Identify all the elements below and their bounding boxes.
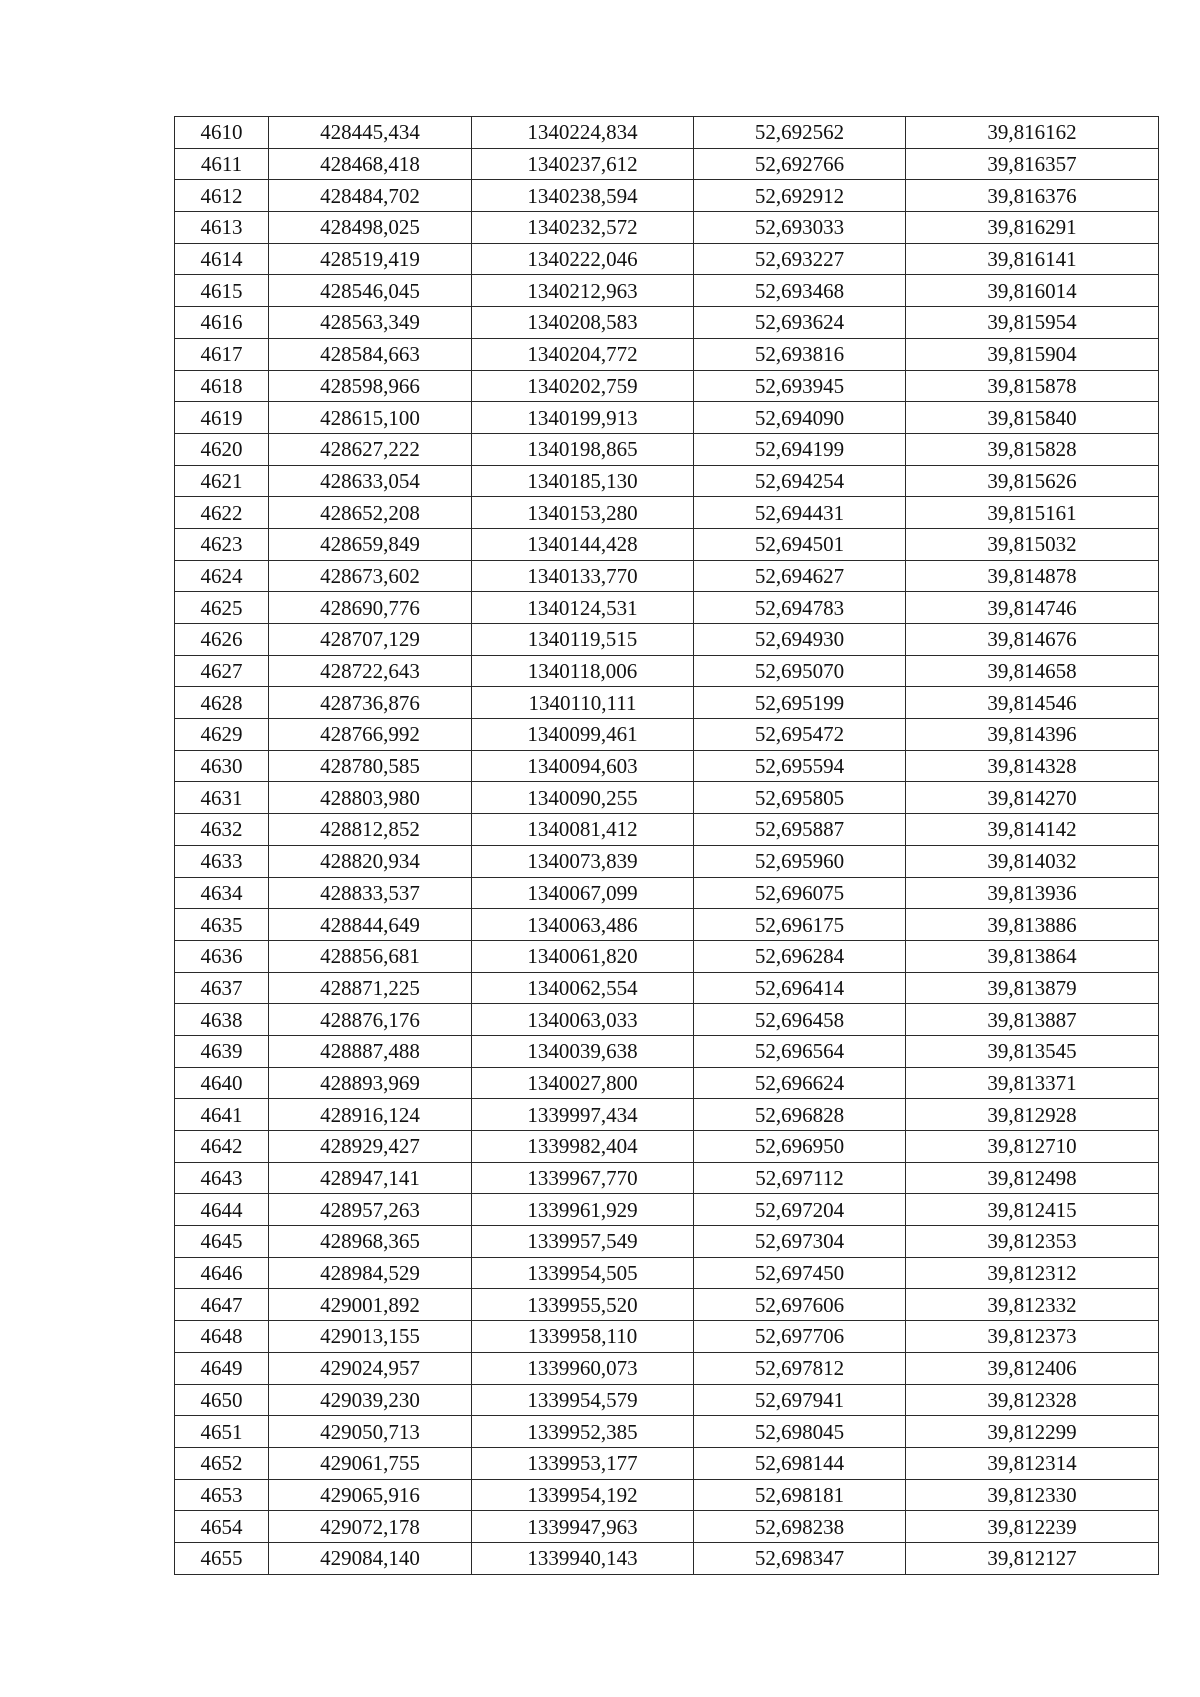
y-coordinate-cell: 1340094,603 [472,750,694,782]
longitude-cell: 39,816357 [906,148,1159,180]
longitude-cell: 39,815828 [906,433,1159,465]
y-coordinate-cell: 1340062,554 [472,972,694,1004]
x-coordinate-cell: 428876,176 [269,1004,472,1036]
x-coordinate-cell: 428498,025 [269,212,472,244]
latitude-cell: 52,697812 [694,1352,906,1384]
x-coordinate-cell: 428766,992 [269,719,472,751]
y-coordinate-cell: 1340212,963 [472,275,694,307]
latitude-cell: 52,698347 [694,1542,906,1574]
y-coordinate-cell: 1340090,255 [472,782,694,814]
x-coordinate-cell: 428659,849 [269,528,472,560]
table-row [175,1067,1159,1099]
y-coordinate-cell: 1340199,913 [472,402,694,434]
y-coordinate-cell: 1340222,046 [472,243,694,275]
x-coordinate-cell: 428652,208 [269,497,472,529]
y-coordinate-cell: 1339997,434 [472,1099,694,1131]
longitude-cell: 39,812406 [906,1352,1159,1384]
y-coordinate-cell: 1340208,583 [472,307,694,339]
x-coordinate-cell: 428584,663 [269,338,472,370]
latitude-cell: 52,698144 [694,1447,906,1479]
x-coordinate-cell: 428968,365 [269,1226,472,1258]
longitude-cell: 39,813864 [906,940,1159,972]
table-row [175,560,1159,592]
latitude-cell: 52,697706 [694,1321,906,1353]
point-number-cell: 4615 [175,275,269,307]
y-coordinate-cell: 1340081,412 [472,814,694,846]
point-number-cell: 4640 [175,1067,269,1099]
x-coordinate-cell: 428598,966 [269,370,472,402]
latitude-cell: 52,694930 [694,624,906,656]
latitude-cell: 52,696075 [694,877,906,909]
latitude-cell: 52,694431 [694,497,906,529]
point-number-cell: 4642 [175,1131,269,1163]
x-coordinate-cell: 428707,129 [269,624,472,656]
longitude-cell: 39,813936 [906,877,1159,909]
longitude-cell: 39,815626 [906,465,1159,497]
longitude-cell: 39,816376 [906,180,1159,212]
x-coordinate-cell: 428546,045 [269,275,472,307]
longitude-cell: 39,812299 [906,1416,1159,1448]
table-row [175,1289,1159,1321]
y-coordinate-cell: 1339960,073 [472,1352,694,1384]
y-coordinate-cell: 1339954,505 [472,1257,694,1289]
table-row [175,972,1159,1004]
table-row [175,307,1159,339]
y-coordinate-cell: 1340061,820 [472,940,694,972]
y-coordinate-cell: 1339958,110 [472,1321,694,1353]
y-coordinate-cell: 1340110,111 [472,687,694,719]
latitude-cell: 52,697606 [694,1289,906,1321]
point-number-cell: 4635 [175,909,269,941]
longitude-cell: 39,813371 [906,1067,1159,1099]
x-coordinate-cell: 428929,427 [269,1131,472,1163]
latitude-cell: 52,692766 [694,148,906,180]
table-row [175,243,1159,275]
latitude-cell: 52,695199 [694,687,906,719]
latitude-cell: 52,692562 [694,117,906,149]
y-coordinate-cell: 1339954,192 [472,1479,694,1511]
longitude-cell: 39,813879 [906,972,1159,1004]
table-row [175,1226,1159,1258]
x-coordinate-cell: 429039,230 [269,1384,472,1416]
table-row [175,592,1159,624]
longitude-cell: 39,814142 [906,814,1159,846]
x-coordinate-cell: 428812,852 [269,814,472,846]
latitude-cell: 52,693816 [694,338,906,370]
x-coordinate-cell: 428445,434 [269,117,472,149]
point-number-cell: 4654 [175,1511,269,1543]
longitude-cell: 39,814878 [906,560,1159,592]
table-row [175,624,1159,656]
point-number-cell: 4627 [175,655,269,687]
latitude-cell: 52,697112 [694,1162,906,1194]
point-number-cell: 4624 [175,560,269,592]
longitude-cell: 39,812353 [906,1226,1159,1258]
table-row [175,814,1159,846]
y-coordinate-cell: 1340224,834 [472,117,694,149]
x-coordinate-cell: 428947,141 [269,1162,472,1194]
y-coordinate-cell: 1339952,385 [472,1416,694,1448]
y-coordinate-cell: 1339957,549 [472,1226,694,1258]
table-row [175,1447,1159,1479]
y-coordinate-cell: 1340232,572 [472,212,694,244]
y-coordinate-cell: 1340063,033 [472,1004,694,1036]
table-row [175,1542,1159,1574]
table-row [175,1511,1159,1543]
y-coordinate-cell: 1340133,770 [472,560,694,592]
table-row [175,1004,1159,1036]
longitude-cell: 39,812127 [906,1542,1159,1574]
longitude-cell: 39,814396 [906,719,1159,751]
x-coordinate-cell: 428690,776 [269,592,472,624]
latitude-cell: 52,694199 [694,433,906,465]
table-row [175,117,1159,149]
point-number-cell: 4636 [175,940,269,972]
y-coordinate-cell: 1340119,515 [472,624,694,656]
y-coordinate-cell: 1339982,404 [472,1131,694,1163]
x-coordinate-cell: 428887,488 [269,1035,472,1067]
latitude-cell: 52,698045 [694,1416,906,1448]
x-coordinate-cell: 428803,980 [269,782,472,814]
point-number-cell: 4628 [175,687,269,719]
x-coordinate-cell: 429024,957 [269,1352,472,1384]
x-coordinate-cell: 428833,537 [269,877,472,909]
point-number-cell: 4650 [175,1384,269,1416]
latitude-cell: 52,694501 [694,528,906,560]
y-coordinate-cell: 1340124,531 [472,592,694,624]
table-row [175,465,1159,497]
table-row [175,687,1159,719]
latitude-cell: 52,695594 [694,750,906,782]
latitude-cell: 52,693033 [694,212,906,244]
table-row [175,275,1159,307]
longitude-cell: 39,815840 [906,402,1159,434]
table-row [175,782,1159,814]
point-number-cell: 4610 [175,117,269,149]
table-row [175,433,1159,465]
point-number-cell: 4622 [175,497,269,529]
latitude-cell: 52,694090 [694,402,906,434]
latitude-cell: 52,694783 [694,592,906,624]
y-coordinate-cell: 1339940,143 [472,1542,694,1574]
longitude-cell: 39,814746 [906,592,1159,624]
longitude-cell: 39,815032 [906,528,1159,560]
x-coordinate-cell: 428844,649 [269,909,472,941]
table-row [175,180,1159,212]
y-coordinate-cell: 1339947,963 [472,1511,694,1543]
table-row [175,1194,1159,1226]
point-number-cell: 4631 [175,782,269,814]
table-row [175,212,1159,244]
point-number-cell: 4649 [175,1352,269,1384]
x-coordinate-cell: 428563,349 [269,307,472,339]
point-number-cell: 4620 [175,433,269,465]
longitude-cell: 39,813887 [906,1004,1159,1036]
longitude-cell: 39,816291 [906,212,1159,244]
latitude-cell: 52,692912 [694,180,906,212]
y-coordinate-cell: 1340099,461 [472,719,694,751]
point-number-cell: 4643 [175,1162,269,1194]
table-row [175,750,1159,782]
longitude-cell: 39,812498 [906,1162,1159,1194]
y-coordinate-cell: 1339955,520 [472,1289,694,1321]
x-coordinate-cell: 428673,602 [269,560,472,592]
longitude-cell: 39,814328 [906,750,1159,782]
latitude-cell: 52,696828 [694,1099,906,1131]
table-row [175,338,1159,370]
point-number-cell: 4651 [175,1416,269,1448]
point-number-cell: 4625 [175,592,269,624]
x-coordinate-cell: 428736,876 [269,687,472,719]
point-number-cell: 4655 [175,1542,269,1574]
table-row [175,497,1159,529]
y-coordinate-cell: 1340185,130 [472,465,694,497]
table-row [175,1035,1159,1067]
longitude-cell: 39,812332 [906,1289,1159,1321]
y-coordinate-cell: 1340238,594 [472,180,694,212]
y-coordinate-cell: 1339953,177 [472,1447,694,1479]
table-row [175,148,1159,180]
x-coordinate-cell: 428468,418 [269,148,472,180]
table-row [175,845,1159,877]
longitude-cell: 39,814658 [906,655,1159,687]
latitude-cell: 52,696175 [694,909,906,941]
table-row [175,909,1159,941]
y-coordinate-cell: 1340039,638 [472,1035,694,1067]
point-number-cell: 4613 [175,212,269,244]
x-coordinate-cell: 429050,713 [269,1416,472,1448]
longitude-cell: 39,812328 [906,1384,1159,1416]
point-number-cell: 4653 [175,1479,269,1511]
longitude-cell: 39,812373 [906,1321,1159,1353]
y-coordinate-cell: 1339967,770 [472,1162,694,1194]
point-number-cell: 4645 [175,1226,269,1258]
x-coordinate-cell: 428957,263 [269,1194,472,1226]
point-number-cell: 4646 [175,1257,269,1289]
y-coordinate-cell: 1340144,428 [472,528,694,560]
y-coordinate-cell: 1340027,800 [472,1067,694,1099]
longitude-cell: 39,812928 [906,1099,1159,1131]
point-number-cell: 4626 [175,624,269,656]
table-row [175,370,1159,402]
x-coordinate-cell: 428519,419 [269,243,472,275]
x-coordinate-cell: 429084,140 [269,1542,472,1574]
longitude-cell: 39,813886 [906,909,1159,941]
table-row [175,1352,1159,1384]
latitude-cell: 52,693624 [694,307,906,339]
latitude-cell: 52,698238 [694,1511,906,1543]
table-row [175,719,1159,751]
latitude-cell: 52,693468 [694,275,906,307]
point-number-cell: 4644 [175,1194,269,1226]
point-number-cell: 4647 [175,1289,269,1321]
latitude-cell: 52,693945 [694,370,906,402]
longitude-cell: 39,815878 [906,370,1159,402]
table-row [175,528,1159,560]
table-row [175,402,1159,434]
longitude-cell: 39,812415 [906,1194,1159,1226]
y-coordinate-cell: 1340198,865 [472,433,694,465]
longitude-cell: 39,812312 [906,1257,1159,1289]
table-row [175,1162,1159,1194]
x-coordinate-cell: 428722,643 [269,655,472,687]
y-coordinate-cell: 1340237,612 [472,148,694,180]
longitude-cell: 39,814676 [906,624,1159,656]
longitude-cell: 39,816141 [906,243,1159,275]
y-coordinate-cell: 1339954,579 [472,1384,694,1416]
point-number-cell: 4623 [175,528,269,560]
x-coordinate-cell: 428984,529 [269,1257,472,1289]
latitude-cell: 52,695960 [694,845,906,877]
longitude-cell: 39,815904 [906,338,1159,370]
point-number-cell: 4637 [175,972,269,1004]
point-number-cell: 4632 [175,814,269,846]
latitude-cell: 52,697204 [694,1194,906,1226]
y-coordinate-cell: 1340073,839 [472,845,694,877]
point-number-cell: 4652 [175,1447,269,1479]
latitude-cell: 52,696624 [694,1067,906,1099]
latitude-cell: 52,693227 [694,243,906,275]
longitude-cell: 39,812330 [906,1479,1159,1511]
longitude-cell: 39,816014 [906,275,1159,307]
latitude-cell: 52,695070 [694,655,906,687]
y-coordinate-cell: 1340067,099 [472,877,694,909]
x-coordinate-cell: 428484,702 [269,180,472,212]
y-coordinate-cell: 1340202,759 [472,370,694,402]
y-coordinate-cell: 1340063,486 [472,909,694,941]
latitude-cell: 52,694627 [694,560,906,592]
table-row [175,940,1159,972]
latitude-cell: 52,695887 [694,814,906,846]
point-number-cell: 4634 [175,877,269,909]
table-row [175,655,1159,687]
table-row [175,1384,1159,1416]
table-row [175,1479,1159,1511]
point-number-cell: 4641 [175,1099,269,1131]
longitude-cell: 39,815954 [906,307,1159,339]
longitude-cell: 39,813545 [906,1035,1159,1067]
point-number-cell: 4621 [175,465,269,497]
table-row [175,877,1159,909]
x-coordinate-cell: 429065,916 [269,1479,472,1511]
point-number-cell: 4638 [175,1004,269,1036]
point-number-cell: 4630 [175,750,269,782]
point-number-cell: 4616 [175,307,269,339]
longitude-cell: 39,812710 [906,1131,1159,1163]
x-coordinate-cell: 429001,892 [269,1289,472,1321]
point-number-cell: 4619 [175,402,269,434]
longitude-cell: 39,814270 [906,782,1159,814]
longitude-cell: 39,816162 [906,117,1159,149]
y-coordinate-cell: 1340118,006 [472,655,694,687]
x-coordinate-cell: 428615,100 [269,402,472,434]
y-coordinate-cell: 1339961,929 [472,1194,694,1226]
longitude-cell: 39,814032 [906,845,1159,877]
x-coordinate-cell: 428893,969 [269,1067,472,1099]
x-coordinate-cell: 429072,178 [269,1511,472,1543]
longitude-cell: 39,812239 [906,1511,1159,1543]
table-row [175,1099,1159,1131]
y-coordinate-cell: 1340204,772 [472,338,694,370]
point-number-cell: 4648 [175,1321,269,1353]
x-coordinate-cell: 429013,155 [269,1321,472,1353]
latitude-cell: 52,695805 [694,782,906,814]
coordinates-table-body [175,117,1159,1575]
latitude-cell: 52,697304 [694,1226,906,1258]
table-row [175,1416,1159,1448]
y-coordinate-cell: 1340153,280 [472,497,694,529]
latitude-cell: 52,695472 [694,719,906,751]
point-number-cell: 4629 [175,719,269,751]
table-row [175,1321,1159,1353]
latitude-cell: 52,696414 [694,972,906,1004]
point-number-cell: 4611 [175,148,269,180]
point-number-cell: 4639 [175,1035,269,1067]
latitude-cell: 52,696564 [694,1035,906,1067]
longitude-cell: 39,815161 [906,497,1159,529]
point-number-cell: 4614 [175,243,269,275]
table-row [175,1131,1159,1163]
latitude-cell: 52,696950 [694,1131,906,1163]
latitude-cell: 52,694254 [694,465,906,497]
x-coordinate-cell: 428856,681 [269,940,472,972]
x-coordinate-cell: 428820,934 [269,845,472,877]
latitude-cell: 52,697450 [694,1257,906,1289]
x-coordinate-cell: 429061,755 [269,1447,472,1479]
latitude-cell: 52,696458 [694,1004,906,1036]
longitude-cell: 39,812314 [906,1447,1159,1479]
point-number-cell: 4618 [175,370,269,402]
coordinates-table [174,116,1159,1575]
point-number-cell: 4633 [175,845,269,877]
point-number-cell: 4617 [175,338,269,370]
longitude-cell: 39,814546 [906,687,1159,719]
x-coordinate-cell: 428871,225 [269,972,472,1004]
x-coordinate-cell: 428633,054 [269,465,472,497]
x-coordinate-cell: 428780,585 [269,750,472,782]
latitude-cell: 52,697941 [694,1384,906,1416]
latitude-cell: 52,698181 [694,1479,906,1511]
x-coordinate-cell: 428627,222 [269,433,472,465]
point-number-cell: 4612 [175,180,269,212]
latitude-cell: 52,696284 [694,940,906,972]
table-row [175,1257,1159,1289]
x-coordinate-cell: 428916,124 [269,1099,472,1131]
